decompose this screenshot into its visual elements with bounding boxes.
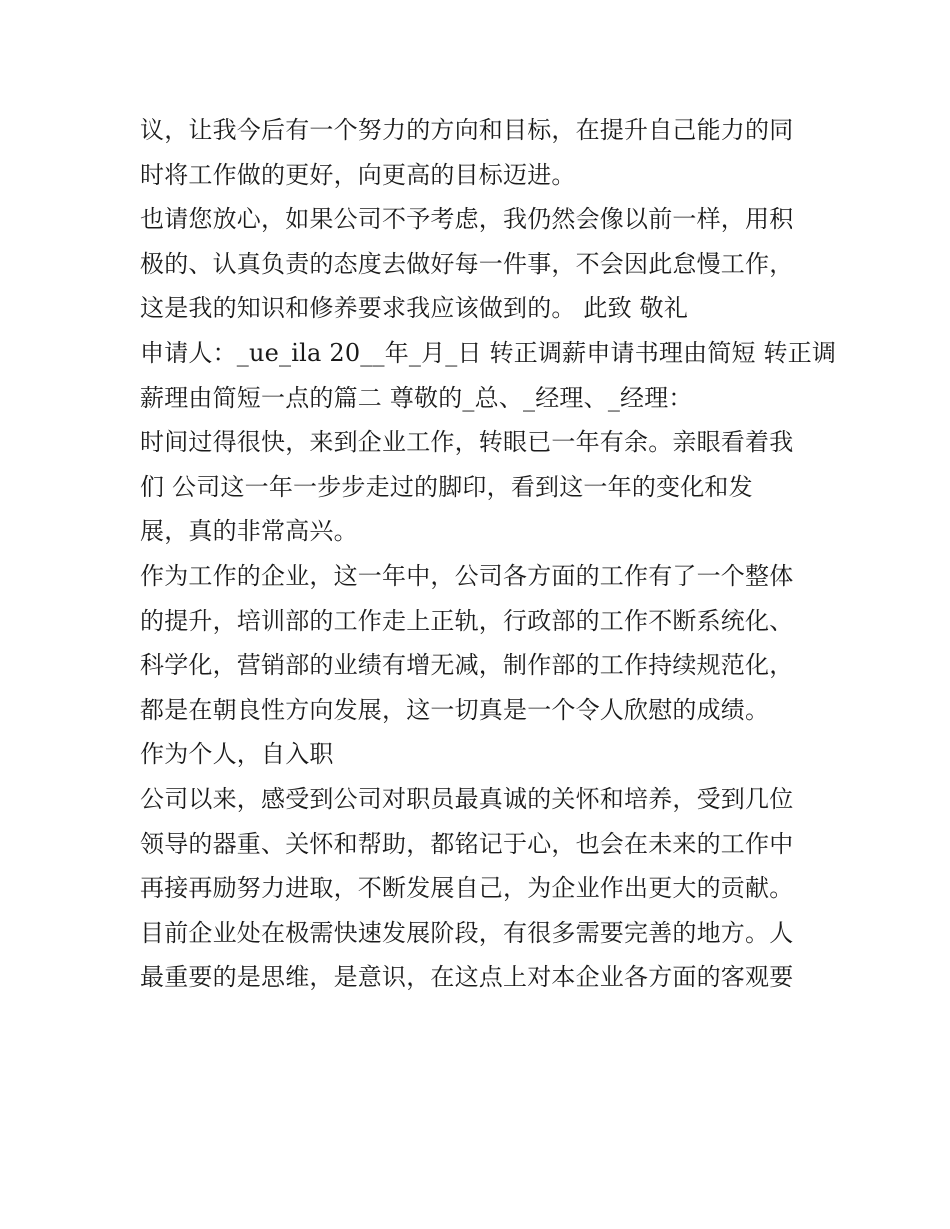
text-line: 这是我的知识和修养要求我应该做到的。 此致 敬礼	[140, 294, 689, 323]
text-line: 也请您放心，如果公司不予考虑，我仍然会像以前一样，用积	[140, 205, 794, 234]
text-line: 极的、认真负责的态度去做好每一件事，不会因此怠慢工作，	[140, 249, 794, 278]
text-line: 科学化，营销部的业绩有增无减，制作部的工作持续规范化，	[140, 651, 794, 680]
text-line: 薪理由简短一点的篇二 尊敬的_总、_经理、_经理：	[140, 383, 693, 412]
text-line: 展，真的非常高兴。	[140, 517, 358, 546]
text-line: 时间过得很快，来到企业工作，转眼已一年有余。亲眼看着我	[140, 428, 794, 457]
document-body	[140, 108, 837, 1000]
text-line: 们 公司这一年一步步走过的脚印，看到这一年的变化和发	[140, 472, 753, 501]
text-line: 申请人：_ue_ila 20__年_月_日 转正调薪申请书理由简短 转正调	[140, 338, 837, 367]
text-line: 的提升，培训部的工作走上正轨，行政部的工作不断系统化、	[140, 606, 794, 635]
text-line: 最重要的是思维，是意识，在这点上对本企业各方面的客观要	[140, 963, 794, 992]
text-line: 时将工作做的更好，向更高的目标迈进。	[140, 160, 576, 189]
text-line: 作为工作的企业，这一年中，公司各方面的工作有了一个整体	[140, 561, 794, 590]
text-line: 目前企业处在极需快速发展阶段，有很多需要完善的地方。人	[140, 918, 794, 947]
text-line: 作为个人，自入职	[140, 740, 334, 769]
text-line: 领导的器重、关怀和帮助，都铭记于心，也会在未来的工作中	[140, 829, 794, 858]
text-line: 议，让我今后有一个努力的方向和目标，在提升自己能力的同	[140, 116, 794, 144]
text-line: 公司以来，感受到公司对职员最真诚的关怀和培养，受到几位	[140, 784, 794, 813]
text-line: 都是在朝良性方向发展，这一切真是一个令人欣慰的成绩。	[140, 695, 770, 724]
text-line: 再接再励努力进取，不断发展自己，为企业作出更大的贡献。	[140, 874, 794, 903]
